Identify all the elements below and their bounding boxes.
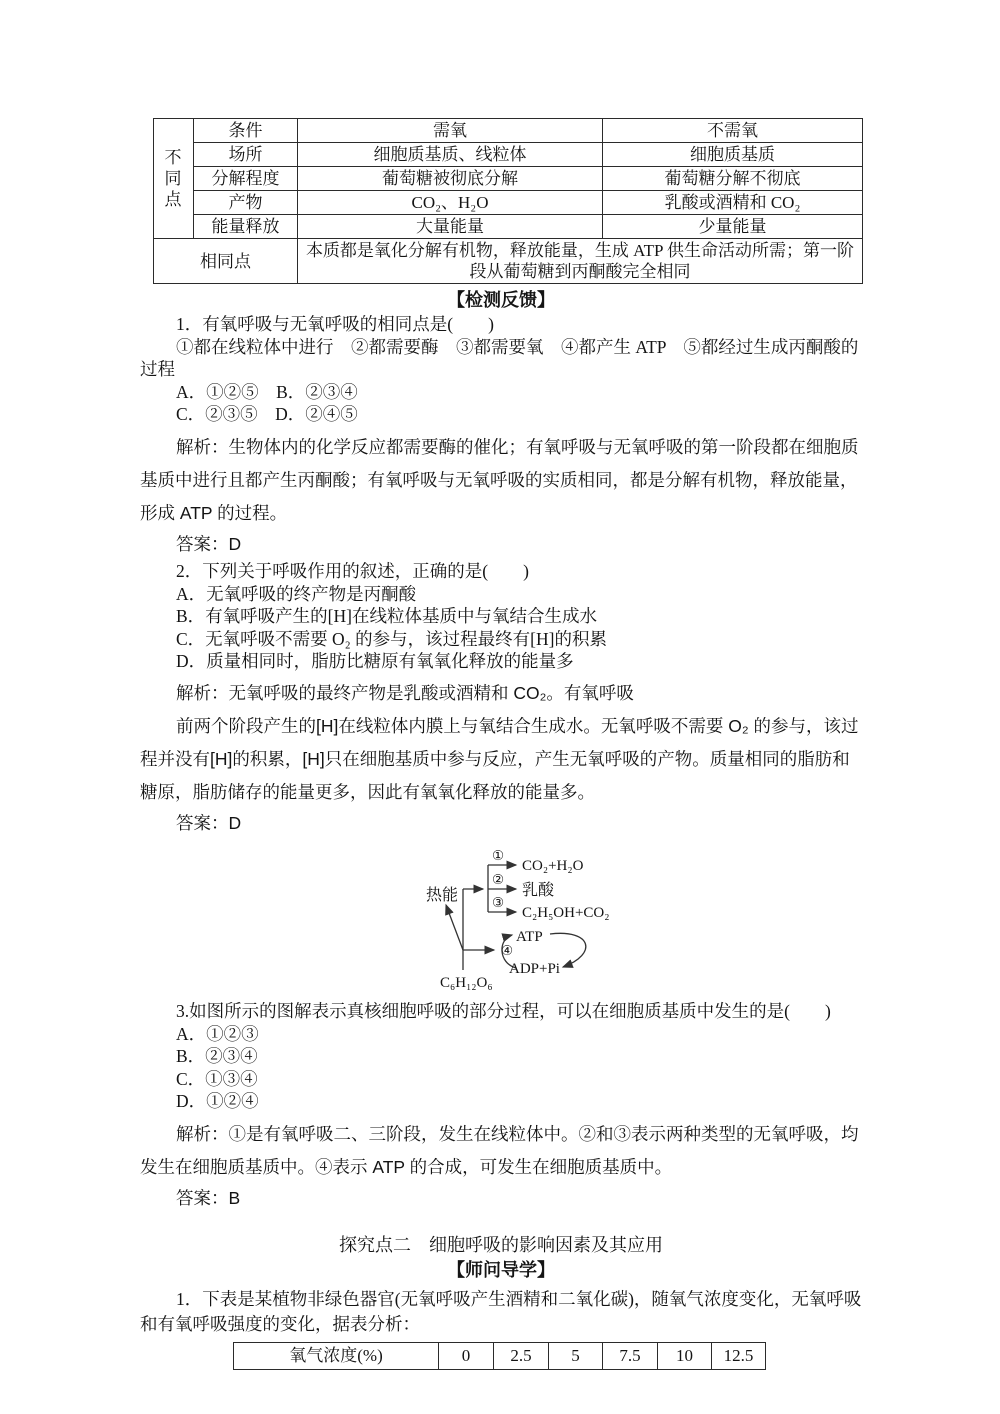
cell-anaerobic-energy: 少量能量 bbox=[603, 215, 863, 239]
product-ethanol-co2: C₂H₅OH+CO₂ bbox=[522, 904, 610, 921]
q2-option-b: B．有氧呼吸产生的[H]在线粒体基质中与氧结合生成水 bbox=[176, 606, 597, 627]
pathway-diagram-svg bbox=[400, 842, 690, 994]
table-row bbox=[154, 239, 863, 284]
q3-option-c: C．①③④ bbox=[176, 1068, 258, 1089]
cell-energy-label: 能量释放 bbox=[194, 215, 298, 239]
arrow-to-heat bbox=[446, 905, 463, 950]
q2-option-d: D．质量相同时，脂肪比糖原有氧氧化释放的能量多 bbox=[176, 651, 574, 672]
q2-answer: 答案：D bbox=[176, 812, 242, 833]
cell-aerobic-energy: 大量能量 bbox=[298, 215, 603, 239]
q1-options-ab: A．①②⑤ B．②③④ bbox=[176, 381, 358, 402]
step2-number: ② bbox=[491, 871, 505, 888]
adp-pi-label: ADP+Pi bbox=[509, 960, 560, 977]
cell-same-points: 本质都是氧化分解有机物，释放能量，生成 ATP 供生命活动所需；第一阶段从葡萄糖到丙酮酸完全相同 bbox=[298, 239, 863, 284]
q2-analysis-lead: 解析：无氧呼吸的最终产物是乳酸或酒精和 CO₂。有氧呼吸 bbox=[176, 682, 634, 703]
q2-option-c: C．无氧呼吸不需要 O₂ 的参与，该过程最终有[H]的积累 bbox=[176, 628, 607, 649]
section-header-teacher-guide: 【师问导学】 bbox=[447, 1259, 555, 1280]
oxygen-value-cell: 12.5 bbox=[712, 1342, 766, 1369]
q3-option-a: A．①②③ bbox=[176, 1023, 259, 1044]
cell-aerobic-site: 细胞质基质、线粒体 bbox=[298, 143, 603, 167]
q2-stem: 2．下列关于呼吸作用的叙述，正确的是( ) bbox=[176, 560, 529, 581]
cell-anaerobic-site: 细胞质基质 bbox=[603, 143, 863, 167]
q3-option-b: B．②③④ bbox=[176, 1046, 258, 1067]
q2-option-a: A．无氧呼吸的终产物是丙酮酸 bbox=[176, 583, 417, 604]
step3-number: ③ bbox=[491, 894, 505, 911]
cell-aerobic-condition: 需氧 bbox=[298, 119, 603, 143]
oxygen-value-cell: 5 bbox=[549, 1342, 603, 1369]
q2-analysis-body: 前两个阶段产生的[H]在线粒体内膜上与氧结合生成水。无氧呼吸不需要 O₂ 的参与，该过程并没有[H]的积累，[H]只在细胞基质中参与反应，产生无氧呼吸的产物。质量相同的脂肪和糖原，脂肪储存的能量更多，因此有氧氧化释放的能量多。 bbox=[140, 715, 859, 802]
step4-number: ④ bbox=[500, 942, 514, 959]
table-row bbox=[234, 1342, 766, 1369]
oxygen-value-cell: 2.5 bbox=[494, 1342, 549, 1369]
cell-condition-label: 条件 bbox=[194, 119, 298, 143]
q1-items: ①都在线粒体中进行 ②都需要酶 ③都需要氧 ④都产生 ATP ⑤都经过生成丙酮酸的过程 bbox=[140, 336, 859, 380]
cell-aerobic-product: CO₂、H₂O bbox=[298, 191, 603, 215]
section-header-check-feedback: 【检测反馈】 bbox=[447, 290, 555, 310]
table-row bbox=[154, 119, 863, 143]
table-row bbox=[154, 143, 863, 167]
cell-product-label: 产物 bbox=[194, 191, 298, 215]
atp-label: ATP bbox=[516, 928, 543, 945]
q3-analysis: 解析：①是有氧呼吸二、三阶段，发生在线粒体中。②和③表示两种类型的无氧呼吸，均发生在细胞质基质中。④表示 ATP 的合成，可发生在细胞质基质中。 bbox=[140, 1123, 859, 1177]
explore-point-title: 探究点二 细胞呼吸的影响因素及其应用 bbox=[339, 1234, 663, 1255]
cell-site-label: 场所 bbox=[194, 143, 298, 167]
q3-stem: 3.如图所示的图解表示真核细胞呼吸的部分过程，可以在细胞质基质中发生的是( ) bbox=[176, 1000, 831, 1021]
step1-number: ① bbox=[491, 847, 505, 864]
respiration-pathway-diagram bbox=[140, 842, 862, 994]
oxygen-value-cell: 10 bbox=[658, 1342, 712, 1369]
cell-degree-label: 分解程度 bbox=[194, 167, 298, 191]
table-row bbox=[154, 215, 863, 239]
q1-options-cd: C．②③⑤ D．②④⑤ bbox=[176, 404, 358, 425]
cell-aerobic-degree: 葡萄糖被彻底分解 bbox=[298, 167, 603, 191]
explore-q1-stem: 1．下表是某植物非绿色器官(无氧呼吸产生酒精和二氧化碳)，随氧气浓度变化，无氧呼吸和有氧呼吸强度的变化，据表分析： bbox=[140, 1288, 862, 1334]
q3-option-d: D．①②④ bbox=[176, 1091, 259, 1112]
oxygen-header-cell: 氧气浓度(%) bbox=[234, 1342, 439, 1369]
respiration-comparison-table bbox=[153, 118, 863, 284]
table-row bbox=[154, 191, 863, 215]
heat-label: 热能 bbox=[426, 886, 459, 904]
q1-answer: 答案：D bbox=[176, 533, 242, 554]
product-lactic-acid: 乳酸 bbox=[522, 881, 555, 899]
row-group-label-different: 不同点 bbox=[154, 119, 194, 239]
cell-anaerobic-degree: 葡萄糖分解不彻底 bbox=[603, 167, 863, 191]
cell-anaerobic-condition: 不需氧 bbox=[603, 119, 863, 143]
q1-analysis: 解析：生物体内的化学反应都需要酶的催化；有氧呼吸与无氧呼吸的第一阶段都在细胞质基质中进行且都产生丙酮酸；有氧呼吸与无氧呼吸的实质相同，都是分解有机物，释放能量，形成 ATP 的过程。 bbox=[140, 436, 859, 523]
q1-stem: 1．有氧呼吸与无氧呼吸的相同点是( ) bbox=[176, 314, 494, 334]
table-row bbox=[154, 167, 863, 191]
oxygen-concentration-table bbox=[233, 1342, 766, 1370]
product-co2-h2o: CO₂+H₂O bbox=[522, 857, 584, 874]
oxygen-value-cell: 7.5 bbox=[603, 1342, 658, 1369]
oxygen-value-cell: 0 bbox=[439, 1342, 494, 1369]
row-group-label-same: 相同点 bbox=[154, 239, 298, 284]
q3-answer: 答案：B bbox=[176, 1187, 241, 1208]
cell-anaerobic-product: 乳酸或酒精和 CO₂ bbox=[603, 191, 863, 215]
glucose-label: C₆H₁₂O₆ bbox=[440, 974, 493, 991]
